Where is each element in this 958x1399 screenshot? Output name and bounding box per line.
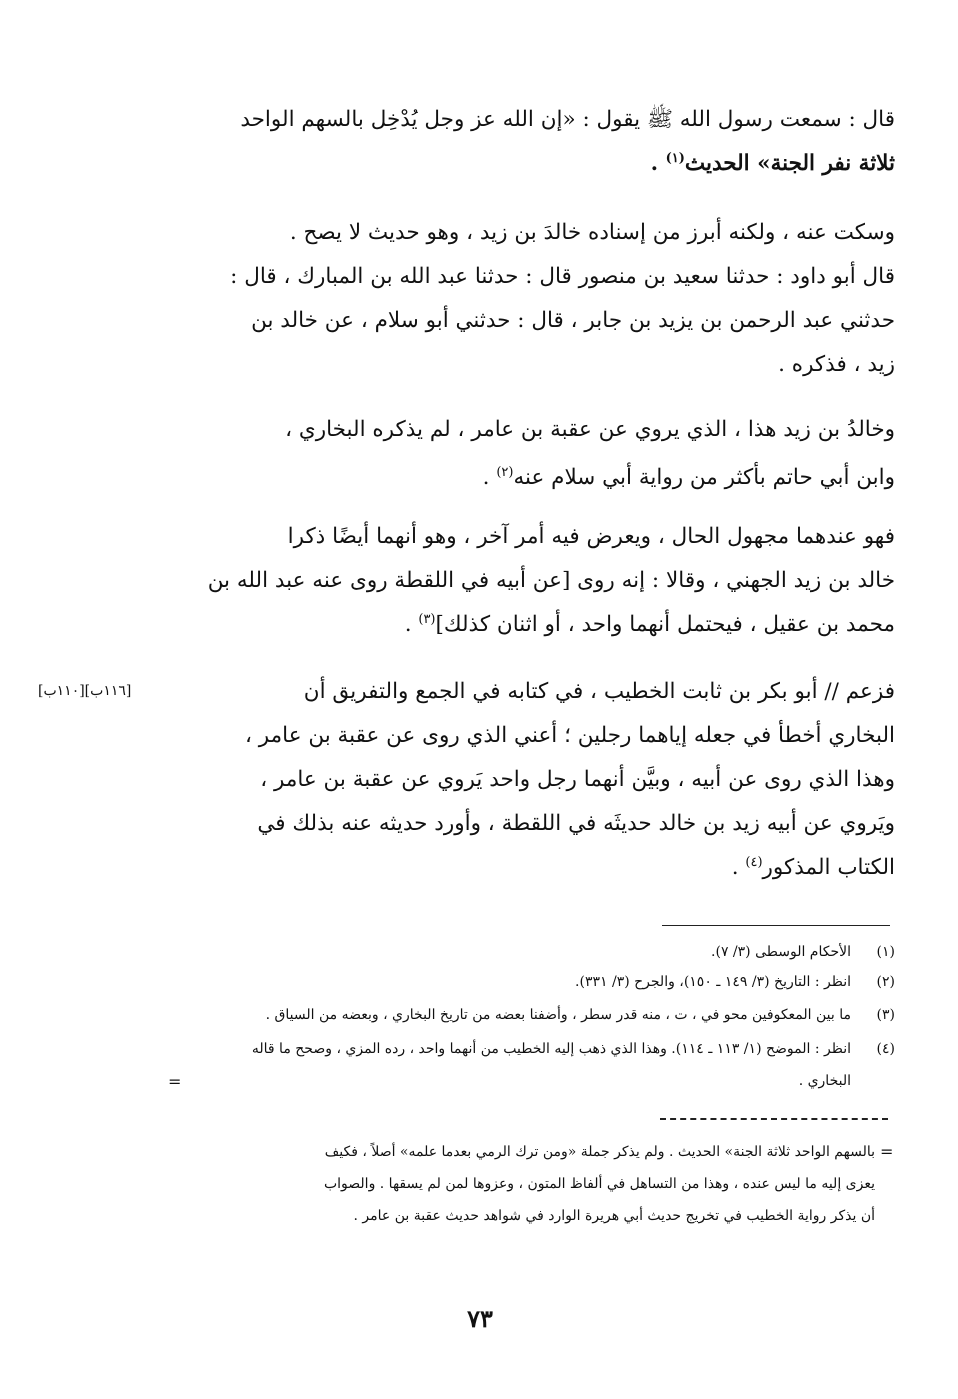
footnote-text: البخاري . <box>798 1073 851 1089</box>
footnote-marker: (٢) <box>496 464 514 480</box>
line-text: وابن أبي حاتم بأكثر من رواية أبي سلام عنه <box>513 465 895 490</box>
line-text: فهو عندهما مجهول الحال ، ويعرض فيه أمر آخر ، وهو أنهما أيضًا ذكرا <box>287 524 895 549</box>
line-text: خالد بن زيد الجهني ، وقالا : إنه روى [عن أبيه في اللقطة روى عنه عبد الله بن <box>207 568 895 593</box>
paragraph-line <box>185 299 895 343</box>
line-tail: . <box>482 465 497 490</box>
paragraph-line <box>185 98 895 142</box>
paragraph-line <box>185 142 895 186</box>
paragraph-line <box>185 211 895 255</box>
continuation-marker: = <box>880 1142 894 1161</box>
footnote-text: انظر : التاريخ (٣/ ١٤٩ ـ ١٥٠)، والجرح (٣/ ٣٣١). <box>575 974 851 990</box>
continuation-separator <box>660 1118 888 1120</box>
line-text: ثلاثة نفر الجنة» الحديث <box>684 151 895 176</box>
paragraph-line <box>185 802 895 846</box>
line-text: ويَروي عن أبيه زيد بن خالد حديثَه في اللقطة ، وأورد حديثه عنه بذلك في <box>257 811 895 836</box>
line-tail: . <box>731 855 746 880</box>
paragraph-line <box>185 846 895 890</box>
line-text: بالسهم الواحد ثلاثة الجنة» الحديث . ولم يذكر جملة «ومن ترك الرمي بعدما علمه» أصلاً ، فكيف <box>324 1144 875 1160</box>
continued-footnote-line <box>185 1200 875 1232</box>
line-text: زيد ، فذكره . <box>778 352 895 377</box>
paragraph-line <box>185 343 895 387</box>
line-tail: . <box>404 612 419 637</box>
line-text: يعزى إليه ما ليس عنده ، وهذا من التساهل في ألفاظ المتون ، وعزوها لمن لم يسقها . والصواب <box>323 1176 875 1192</box>
footnote-4 <box>185 1034 895 1064</box>
footnote-marker: (٣) <box>418 611 436 627</box>
footnote-2 <box>185 967 895 997</box>
continuation-marker: = <box>168 1072 182 1091</box>
line-text: وسكت عنه ، ولكنه أبرز من إسناده خالدَ بن زيد ، وهو حديث لا يصح . <box>289 220 895 245</box>
footnote-text: الأحكام الوسطى (٣/ ٧). <box>711 944 851 960</box>
footnote-1 <box>185 937 895 967</box>
footnote-separator <box>662 925 890 926</box>
paragraph-line <box>185 515 895 559</box>
line-text: فزعم // أبو بكر بن ثابت الخطيب ، في كتابه في الجمع والتفريق أن <box>303 679 895 704</box>
line-text: قال أبو داود : حدثنا سعيد بن منصور قال : حدثنا عبد الله بن المبارك ، قال : <box>230 264 895 289</box>
footnote-number: (٢) <box>876 974 895 990</box>
paragraph-line <box>185 456 895 500</box>
footnote-3 <box>185 1000 895 1030</box>
footnote-marker: (١) <box>665 150 685 166</box>
line-text: البخاري أخطأ في جعله إياهما رجلين ؛ أعني الذي روى عن عقبة بن عامر ، <box>245 723 895 748</box>
continued-footnote-line <box>185 1168 875 1200</box>
line-text: محمد بن عقيل ، فيحتمل أنهما واحد ، أو اثنان كذلك] <box>435 612 895 637</box>
footnote-number: (٤) <box>876 1041 895 1057</box>
line-text: حدثني عبد الرحمن بن يزيد بن جابر ، قال : حدثني أبو سلام ، عن خالد بن <box>251 308 895 333</box>
paragraph-line <box>185 255 895 299</box>
line-text: وهذا الذي روى عن أبيه ، وبيَّن أنهما رجل واحد يَروي عن عقبة بن عامر ، <box>260 767 895 792</box>
footnote-text: انظر : الموضح (١/ ١١٣ ـ ١١٤). وهذا الذي ذهب إليه الخطيب من أنهما واحد ، رده المزي ، وصحح ما قاله <box>251 1041 851 1057</box>
paragraph-line <box>185 670 895 714</box>
paragraph-line <box>185 603 895 647</box>
footnote-number: (٣) <box>876 1007 895 1023</box>
footnote-4-continued <box>185 1066 895 1096</box>
paragraph-line <box>185 559 895 603</box>
footnote-number: (١) <box>876 944 895 960</box>
line-text: قال : سمعت رسول الله ﷺ يقول : «إن الله عز وجل يُدْخِل بالسهم الواحد <box>240 107 895 132</box>
line-text: الكتاب المذكور <box>762 855 895 880</box>
paragraph-line <box>185 758 895 802</box>
paragraph-line <box>185 408 895 452</box>
page-number: ٧٣ <box>467 1304 493 1333</box>
footnote-text: ما بين المعكوفين محو في ، ت ، منه قدر سطر ، وأضفنا بعضه من تاريخ البخاري ، وبعضه من السياق . <box>265 1007 851 1023</box>
continued-footnote-line <box>185 1136 875 1168</box>
line-tail: . <box>650 151 666 176</box>
line-text: وخالدُ بن زيد هذا ، الذي يروي عن عقبة بن عامر ، لم يذكره البخاري ، <box>285 417 895 442</box>
manuscript-folio-note: [١١٦ب][١١٠ب] <box>38 683 132 699</box>
paragraph-line <box>185 714 895 758</box>
line-text: أن يذكر رواية الخطيب في تخريج حديث أبي هريرة الوارد في شواهد حديث عقبة بن عامر . <box>353 1208 875 1224</box>
footnote-marker: (٤) <box>745 854 763 870</box>
